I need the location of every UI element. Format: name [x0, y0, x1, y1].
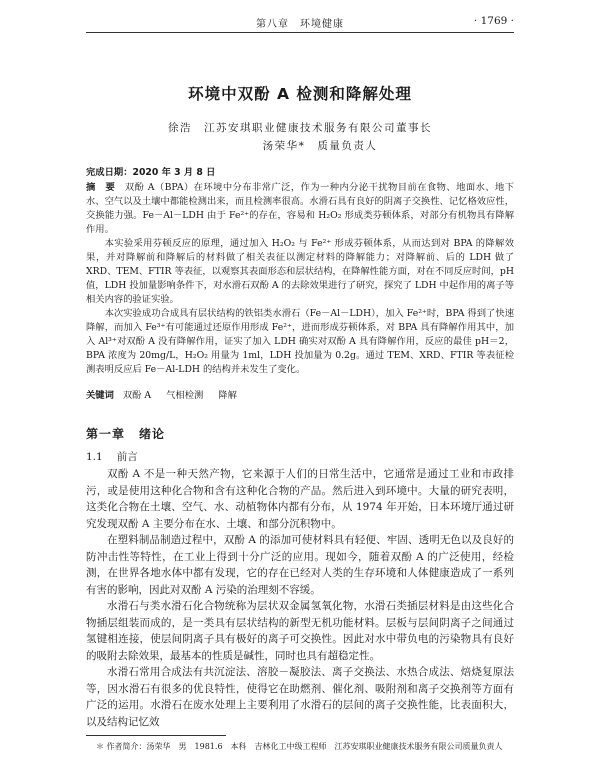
footnote-divider: [86, 735, 226, 736]
author-line-1: 徐浩 江苏安琪职业健康技术服务有限公司董事长: [168, 122, 432, 134]
header-page-number: · 1769 ·: [473, 15, 514, 27]
body-paragraph-2: 在塑料制品制造过程中，双酚 A 的添加可使材料具有轻便、牢固、透明无色以及良好的防冲击性等特性，在工业上得到十分广泛的应用。现如今，随着双酚 A 的广泛使用，经检测，在世界各地水体中都有发现，它的存在已经对人类的生存环境和人体健康造成了一系列有害的影响，因此对双酚 A 污染的治理刻不容缓。: [86, 534, 514, 596]
footnote: ＊ 作者简介：汤荣华 男 1981.6 本科 吉林化工中级工程师 江苏安琪职业健康技术服务有限公司质量负责人: [96, 742, 503, 751]
abstract-paragraph-2: 本实验采用芬顿反应的原理，通过加入 H₂O₂ 与 Fe²⁺ 形成芬顿体系，从而达到对 BPA 的降解效果，并对降解前和降解后的材料做了相关表征以测定材料的降解能力；对降解前、后的 LDH 做了 XRD、TEM、FTIR 等表征，以观察其表面形态和层状结构，在降解性能方面，对在不同反应时间，pH 值，LDH 投加量影响条件下，对水滑石双酚 A 的去除效果进行了研究，探究了 LDH 中起作用的离子等相关内容的验证实验。: [86, 238, 514, 305]
keyword-item: 降解: [218, 390, 237, 401]
abstract-label: 摘 要: [86, 182, 116, 193]
author-line-2: 汤荣华* 质量负责人: [262, 140, 378, 152]
chapter-number: 第一章: [86, 427, 126, 441]
running-header: [86, 12, 514, 33]
body-text: [86, 466, 514, 730]
paper-title: 环境中双酚 A 检测和降解处理: [188, 85, 412, 103]
section-number: 1.1: [86, 451, 103, 463]
section-title: 前言: [116, 451, 138, 463]
keywords-label: 关键词: [86, 390, 114, 401]
abstract: [86, 181, 514, 377]
header-section-title: 第八章 环境健康: [256, 19, 344, 30]
received-date: [86, 166, 514, 180]
section-heading: [86, 449, 138, 464]
keyword-item: 气相检测: [166, 390, 204, 401]
keyword-item: 双酚 A: [122, 390, 152, 401]
chapter-heading: [86, 425, 165, 442]
chapter-title: 绪论: [139, 427, 166, 441]
abstract-paragraph-1: [86, 181, 514, 237]
abstract-paragraph-3: 本次实验成功合成具有层状结构的铁铝类水滑石（Fe－Al－LDH），加入 Fe²⁺时，BPA 得到了快速降解，而加入 Fe³⁺有可能通过还原作用形成 Fe²⁺，进而形成芬顿体系，对 BPA 具有降解作用其中，加入 Al³⁺对双酚 A 没有降解作用，证实了加入 LDH 确实对双酚 A 具有降解作用，反应的最佳 pH＝2，BPA 浓度为 20mg/L，H₂O₂ 用量为 1ml，LDH 投加量为 0.2g。通过 TEM、XRD、FTIR 等表征检测表明反应后 Fe－Al-LDH 的结构并未发生了变化。: [86, 308, 514, 375]
body-paragraph-4: 水滑石常用合成法有共沉淀法、溶胶－凝胶法、离子交换法、水热合成法、焙烧复原法等，因水滑石有很多的优良特性，使得它在助燃剂、催化剂、吸附剂和离子交换剂等方面有广泛的运用。水滑石在废水处理上主要利用了水滑石的层间的离子交换性能，比表面积大，以及结构记忆效: [86, 666, 514, 728]
body-paragraph-3: 水滑石与类水滑石化合物统称为层状双金属氢氧化物，水滑石类插层材料是由这些化合物插层组装而成的，是一类具有层状结构的新型无机功能材料。层板与层间阴离子之间通过氢键相连接，使层间阴离子具有极好的离子可交换性。因此对水中带负电的污染物具有良好的吸附去除效果，最基本的性质是碱性，同时也具有超稳定性。: [86, 600, 514, 662]
body-paragraph-1: 双酚 A 不是一种天然产物，它来源于人们的日常生活中，它通常是通过工业和市政排污，或是使用这种化合物和含有这种化合物的产品。然后进入到环境中。大量的研究表明，这类化合物在土壤、空气、水、动植物体内都有分布，从 1974 年开始，日本环境厅通过研究发现双酚 A 主要分布在水、土壤、和部分沉积物中。: [86, 468, 514, 530]
abstract-text-1: 双酚 A（BPA）在环境中分布非常广泛，作为一种内分泌干扰物目前在食物、地面水、地下水、空气以及土壤中都能检测出来，而且检测率很高。水滑石具有良好的阴离子交换性、记忆格效应性，交换能力强。Fe－Al－LDH 由于 Fe²⁺的存在，容易和 H₂O₂ 形成类芬顿体系，对部分有机物具有降解作用。: [86, 182, 514, 235]
received-date-text: 完成日期：2020 年 3 月 8 日: [86, 167, 216, 178]
keywords: [86, 389, 514, 403]
